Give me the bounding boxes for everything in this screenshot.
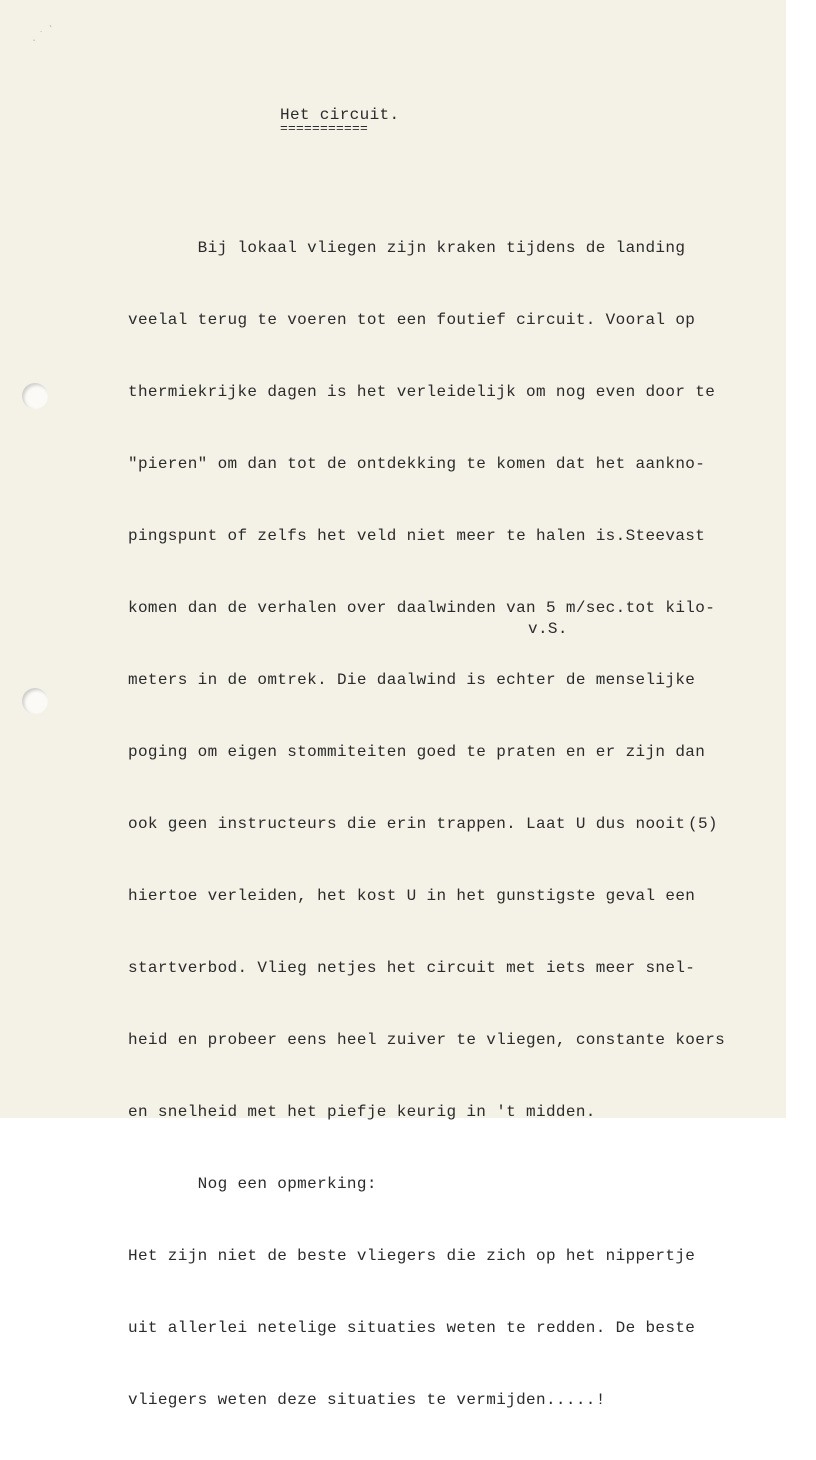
page-number: (5) <box>688 815 718 833</box>
body-line: ook geen instructeurs die erin trappen. Laat U dus nooit <box>128 815 686 833</box>
body-line: Het zijn niet de beste vliegers die zich op het nippertje <box>128 1247 696 1265</box>
body-line: pingspunt of zelfs het veld niet meer te halen is.Steevast <box>128 527 706 545</box>
body-line: vliegers weten deze situaties te vermijden.....! <box>128 1391 606 1409</box>
document-title: Het circuit. <box>280 106 400 124</box>
signature-initials: v.S. <box>528 620 568 638</box>
punch-hole-top <box>22 383 48 409</box>
title-underline: =========== <box>280 121 369 136</box>
body-line: hiertoe verleiden, het kost U in het gunstigste geval een <box>128 887 696 905</box>
body-line: veelal terug te voeren tot een foutief circuit. Vooral op <box>128 311 696 329</box>
body-line: poging om eigen stommiteiten goed te praten en er zijn dan <box>128 743 706 761</box>
body-line: heid en probeer eens heel zuiver te vliegen, constante koers <box>128 1031 726 1049</box>
body-line: meters in de omtrek. Die daalwind is echter de menselijke <box>128 671 696 689</box>
body-text <box>128 188 725 1460</box>
body-line: Bij lokaal vliegen zijn kraken tijdens de landing <box>128 239 686 257</box>
body-line: startverbod. Vlieg netjes het circuit met iets meer snel- <box>128 959 696 977</box>
body-line: "pieren" om dan tot de ontdekking te komen dat het aankno- <box>128 455 706 473</box>
body-line: thermiekrijke dagen is het verleidelijk om nog even door te <box>128 383 716 401</box>
body-line: komen dan de verhalen over daalwinden van 5 m/sec.tot kilo- <box>128 599 716 617</box>
body-line: Nog een opmerking: <box>128 1175 377 1193</box>
scan-margin <box>786 0 816 1123</box>
paper-speck-mark: · ˙ ' <box>29 23 58 47</box>
body-line: uit allerlei netelige situaties weten te redden. De beste <box>128 1319 696 1337</box>
body-line: en snelheid met het piefje keurig in 't midden. <box>128 1103 596 1121</box>
punch-hole-bottom <box>22 688 48 714</box>
